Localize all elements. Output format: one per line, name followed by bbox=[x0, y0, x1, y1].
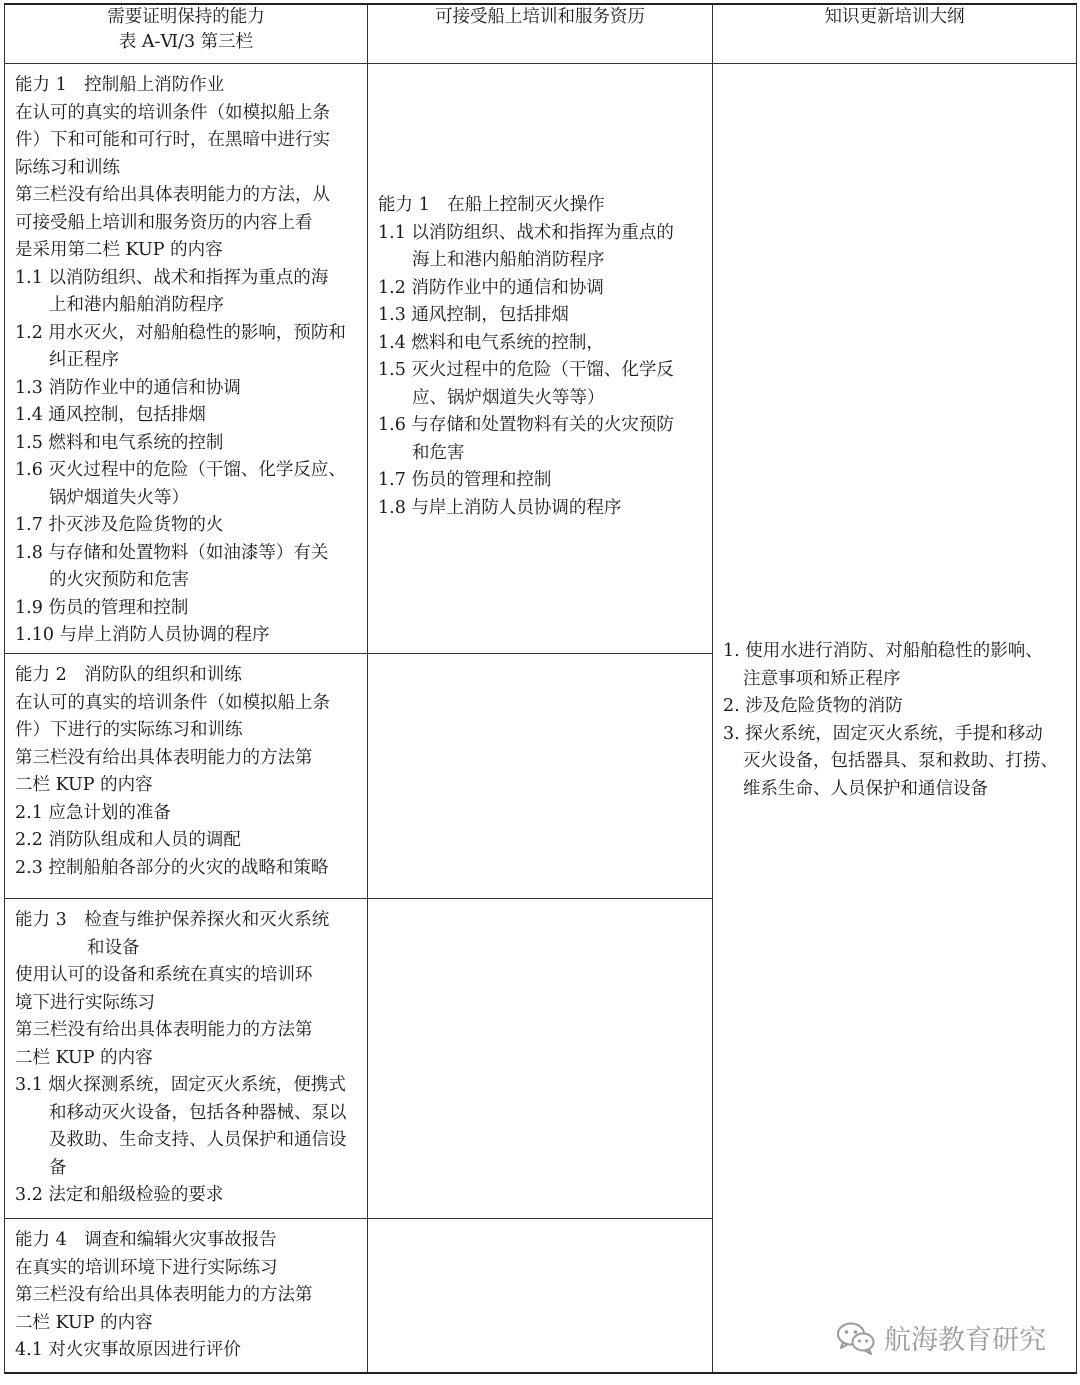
col1-b1-l13: 1.5 燃料和电气系统的控制 bbox=[15, 432, 224, 453]
watermark bbox=[836, 1318, 1046, 1357]
col1-b1-l2: 件）下和可能和可行时，在黑暗中进行实 bbox=[15, 130, 330, 150]
col3-l1: 注意事项和矫正程序 bbox=[743, 668, 901, 689]
col1-ability3-cell bbox=[5, 899, 368, 1219]
col1-b2-l4: 二栏 KUP 的内容 bbox=[15, 775, 153, 795]
col1-b3-l7: 和移动灭火设备，包括各种器械、泵以 bbox=[49, 1102, 347, 1123]
col1-b2-l6: 2.2 消防队组成和人员的调配 bbox=[15, 830, 241, 850]
col3-l3: 3. 探火系统，固定灭火系统，手提和移动 bbox=[723, 723, 1043, 744]
col1-b4-l2: 第三栏没有给出具体表明能力的方法第 bbox=[15, 1285, 313, 1305]
header-col1-line1: 需要证明保持的能力 bbox=[107, 7, 265, 27]
col1-b1-l14: 1.6 灭火过程中的危险（干馏、化学反应、 bbox=[15, 460, 346, 480]
col1-b4-l4: 4.1 对火灾事故原因进行评价 bbox=[15, 1340, 241, 1360]
col1-b2-l1: 在认可的真实的培训条件（如模拟船上条 bbox=[15, 692, 330, 713]
col1-b4-l0: 能力 4 调查和编辑火灾事故报告 bbox=[15, 1230, 277, 1250]
col3-l0: 1. 使用水进行消防、对船舶稳性的影响、 bbox=[723, 641, 1043, 661]
col2-b1-l1: 1.1 以消防组织、战术和指挥为重点的 bbox=[378, 222, 674, 243]
col2-b1-l5: 1.4 燃料和电气系统的控制， bbox=[378, 332, 604, 353]
col1-b2-l7: 2.3 控制船舶各部分的火灾的战略和策略 bbox=[15, 857, 329, 878]
col1-b2-l2: 件）下进行的实际练习和训练 bbox=[15, 720, 243, 740]
col2-b1-l4: 1.3 通风控制，包括排烟 bbox=[378, 305, 569, 325]
col1-b1-l19: 1.9 伤员的管理和控制 bbox=[15, 597, 189, 618]
col1-b3-l9: 备 bbox=[49, 1157, 67, 1178]
col1-b1-l17: 1.8 与存储和处置物料（如油漆等）有关 bbox=[15, 542, 329, 563]
col1-b1-l18: 的火灾预防和危害 bbox=[49, 570, 189, 590]
header-col1 bbox=[5, 4, 368, 64]
col1-b3-l3: 境下进行实际练习 bbox=[15, 992, 155, 1013]
col1-b3-l6: 3.1 烟火探测系统，固定灭火系统，便携式 bbox=[15, 1075, 346, 1095]
col1-b1-l6: 是采用第二栏 KUP 的内容 bbox=[15, 240, 223, 260]
col1-b1-l9: 1.2 用水灭火，对船舶稳性的影响，预防和 bbox=[15, 322, 346, 343]
col1-b1-l1: 在认可的真实的培训条件（如模拟船上条 bbox=[15, 102, 330, 123]
col2-ability1-cell bbox=[368, 64, 713, 654]
col1-b3-l8: 及救助、生命支持、人员保护和通信设 bbox=[49, 1130, 347, 1150]
col2-b1-l3: 1.2 消防作业中的通信和协调 bbox=[378, 277, 604, 298]
col2-b1-l11: 1.8 与岸上消防人员协调的程序 bbox=[378, 497, 622, 518]
header-row bbox=[5, 4, 1077, 64]
col1-b3-l1: 和设备 bbox=[87, 937, 140, 958]
col1-b2-l0: 能力 2 消防队的组织和训练 bbox=[15, 665, 242, 685]
header-col3: 知识更新培训大纲 bbox=[713, 4, 1077, 64]
col2-b1-l9: 和危害 bbox=[412, 442, 465, 463]
col2-b1-l2: 海上和港内船舶消防程序 bbox=[412, 250, 605, 270]
col1-b4-l1: 在真实的培训环境下进行实际练习 bbox=[15, 1257, 278, 1278]
col3-l4: 灭火设备，包括器具、泵和救助、打捞、 bbox=[743, 751, 1058, 771]
col2-ability4-cell bbox=[368, 1219, 713, 1373]
col1-b4-l3: 二栏 KUP 的内容 bbox=[15, 1312, 153, 1333]
col1-b3-l10: 3.2 法定和船级检验的要求 bbox=[15, 1185, 224, 1205]
watermark-text: 航海教育研究 bbox=[884, 1325, 1046, 1356]
col1-b2-l5: 2.1 应急计划的准备 bbox=[15, 802, 171, 823]
col1-b3-l5: 二栏 KUP 的内容 bbox=[15, 1047, 153, 1068]
col1-ability4-cell bbox=[5, 1219, 368, 1373]
header-col1-line2: 表 A-Ⅵ/3 第三栏 bbox=[118, 32, 254, 52]
col2-ability2-cell bbox=[368, 654, 713, 899]
col1-b1-l10: 纠正程序 bbox=[49, 350, 119, 370]
col2-b1-l8: 1.6 与存储和处置物料有关的火灾预防 bbox=[378, 415, 674, 435]
col1-b1-l4: 第三栏没有给出具体表明能力的方法，从 bbox=[15, 185, 330, 205]
col1-b1-l0: 能力 1 控制船上消防作业 bbox=[15, 75, 225, 95]
col1-b1-l3: 际练习和训练 bbox=[15, 157, 120, 178]
col1-b1-l20: 1.10 与岸上消防人员协调的程序 bbox=[15, 625, 270, 645]
col1-b1-l8: 上和港内船舶消防程序 bbox=[49, 295, 224, 315]
col3-l5: 维系生命、人员保护和通信设备 bbox=[743, 778, 988, 799]
col1-b1-l16: 1.7 扑灭涉及危险货物的火 bbox=[15, 515, 224, 535]
header-col2: 可接受船上培训和服务资历 bbox=[368, 4, 713, 64]
col1-b1-l12: 1.4 通风控制，包括排烟 bbox=[15, 405, 206, 425]
col1-ability2-cell bbox=[5, 654, 368, 899]
col2-b1-l0: 能力 1 在船上控制灭火操作 bbox=[378, 195, 605, 215]
col1-b3-l2: 使用认可的设备和系统在真实的培训环 bbox=[15, 965, 313, 985]
col2-b1-l6: 1.5 灭火过程中的危险（干馏、化学反 bbox=[378, 360, 674, 380]
col3-l2: 2. 涉及危险货物的消防 bbox=[723, 696, 903, 716]
col3-outline-cell bbox=[713, 64, 1077, 1373]
col1-b1-l15: 锅炉烟道失火等） bbox=[49, 487, 189, 508]
col1-b1-l5: 可接受船上培训和服务资历的内容上看 bbox=[15, 212, 313, 233]
wechat-icon bbox=[836, 1321, 876, 1355]
col1-b3-l0: 能力 3 检查与维护保养探火和灭火系统 bbox=[15, 910, 330, 930]
col1-ability1-cell bbox=[5, 64, 368, 654]
col1-b1-l11: 1.3 消防作业中的通信和协调 bbox=[15, 377, 241, 398]
col2-b1-l10: 1.7 伤员的管理和控制 bbox=[378, 470, 552, 490]
training-table bbox=[4, 3, 1077, 1374]
col1-b3-l4: 第三栏没有给出具体表明能力的方法第 bbox=[15, 1020, 313, 1040]
col1-b1-l7: 1.1 以消防组织、战术和指挥为重点的海 bbox=[15, 267, 329, 288]
col1-b2-l3: 第三栏没有给出具体表明能力的方法第 bbox=[15, 747, 313, 768]
table-row-ability1 bbox=[5, 64, 1077, 654]
col2-b1-l7: 应、锅炉烟道失火等等） bbox=[412, 387, 605, 408]
col2-ability3-cell bbox=[368, 899, 713, 1219]
